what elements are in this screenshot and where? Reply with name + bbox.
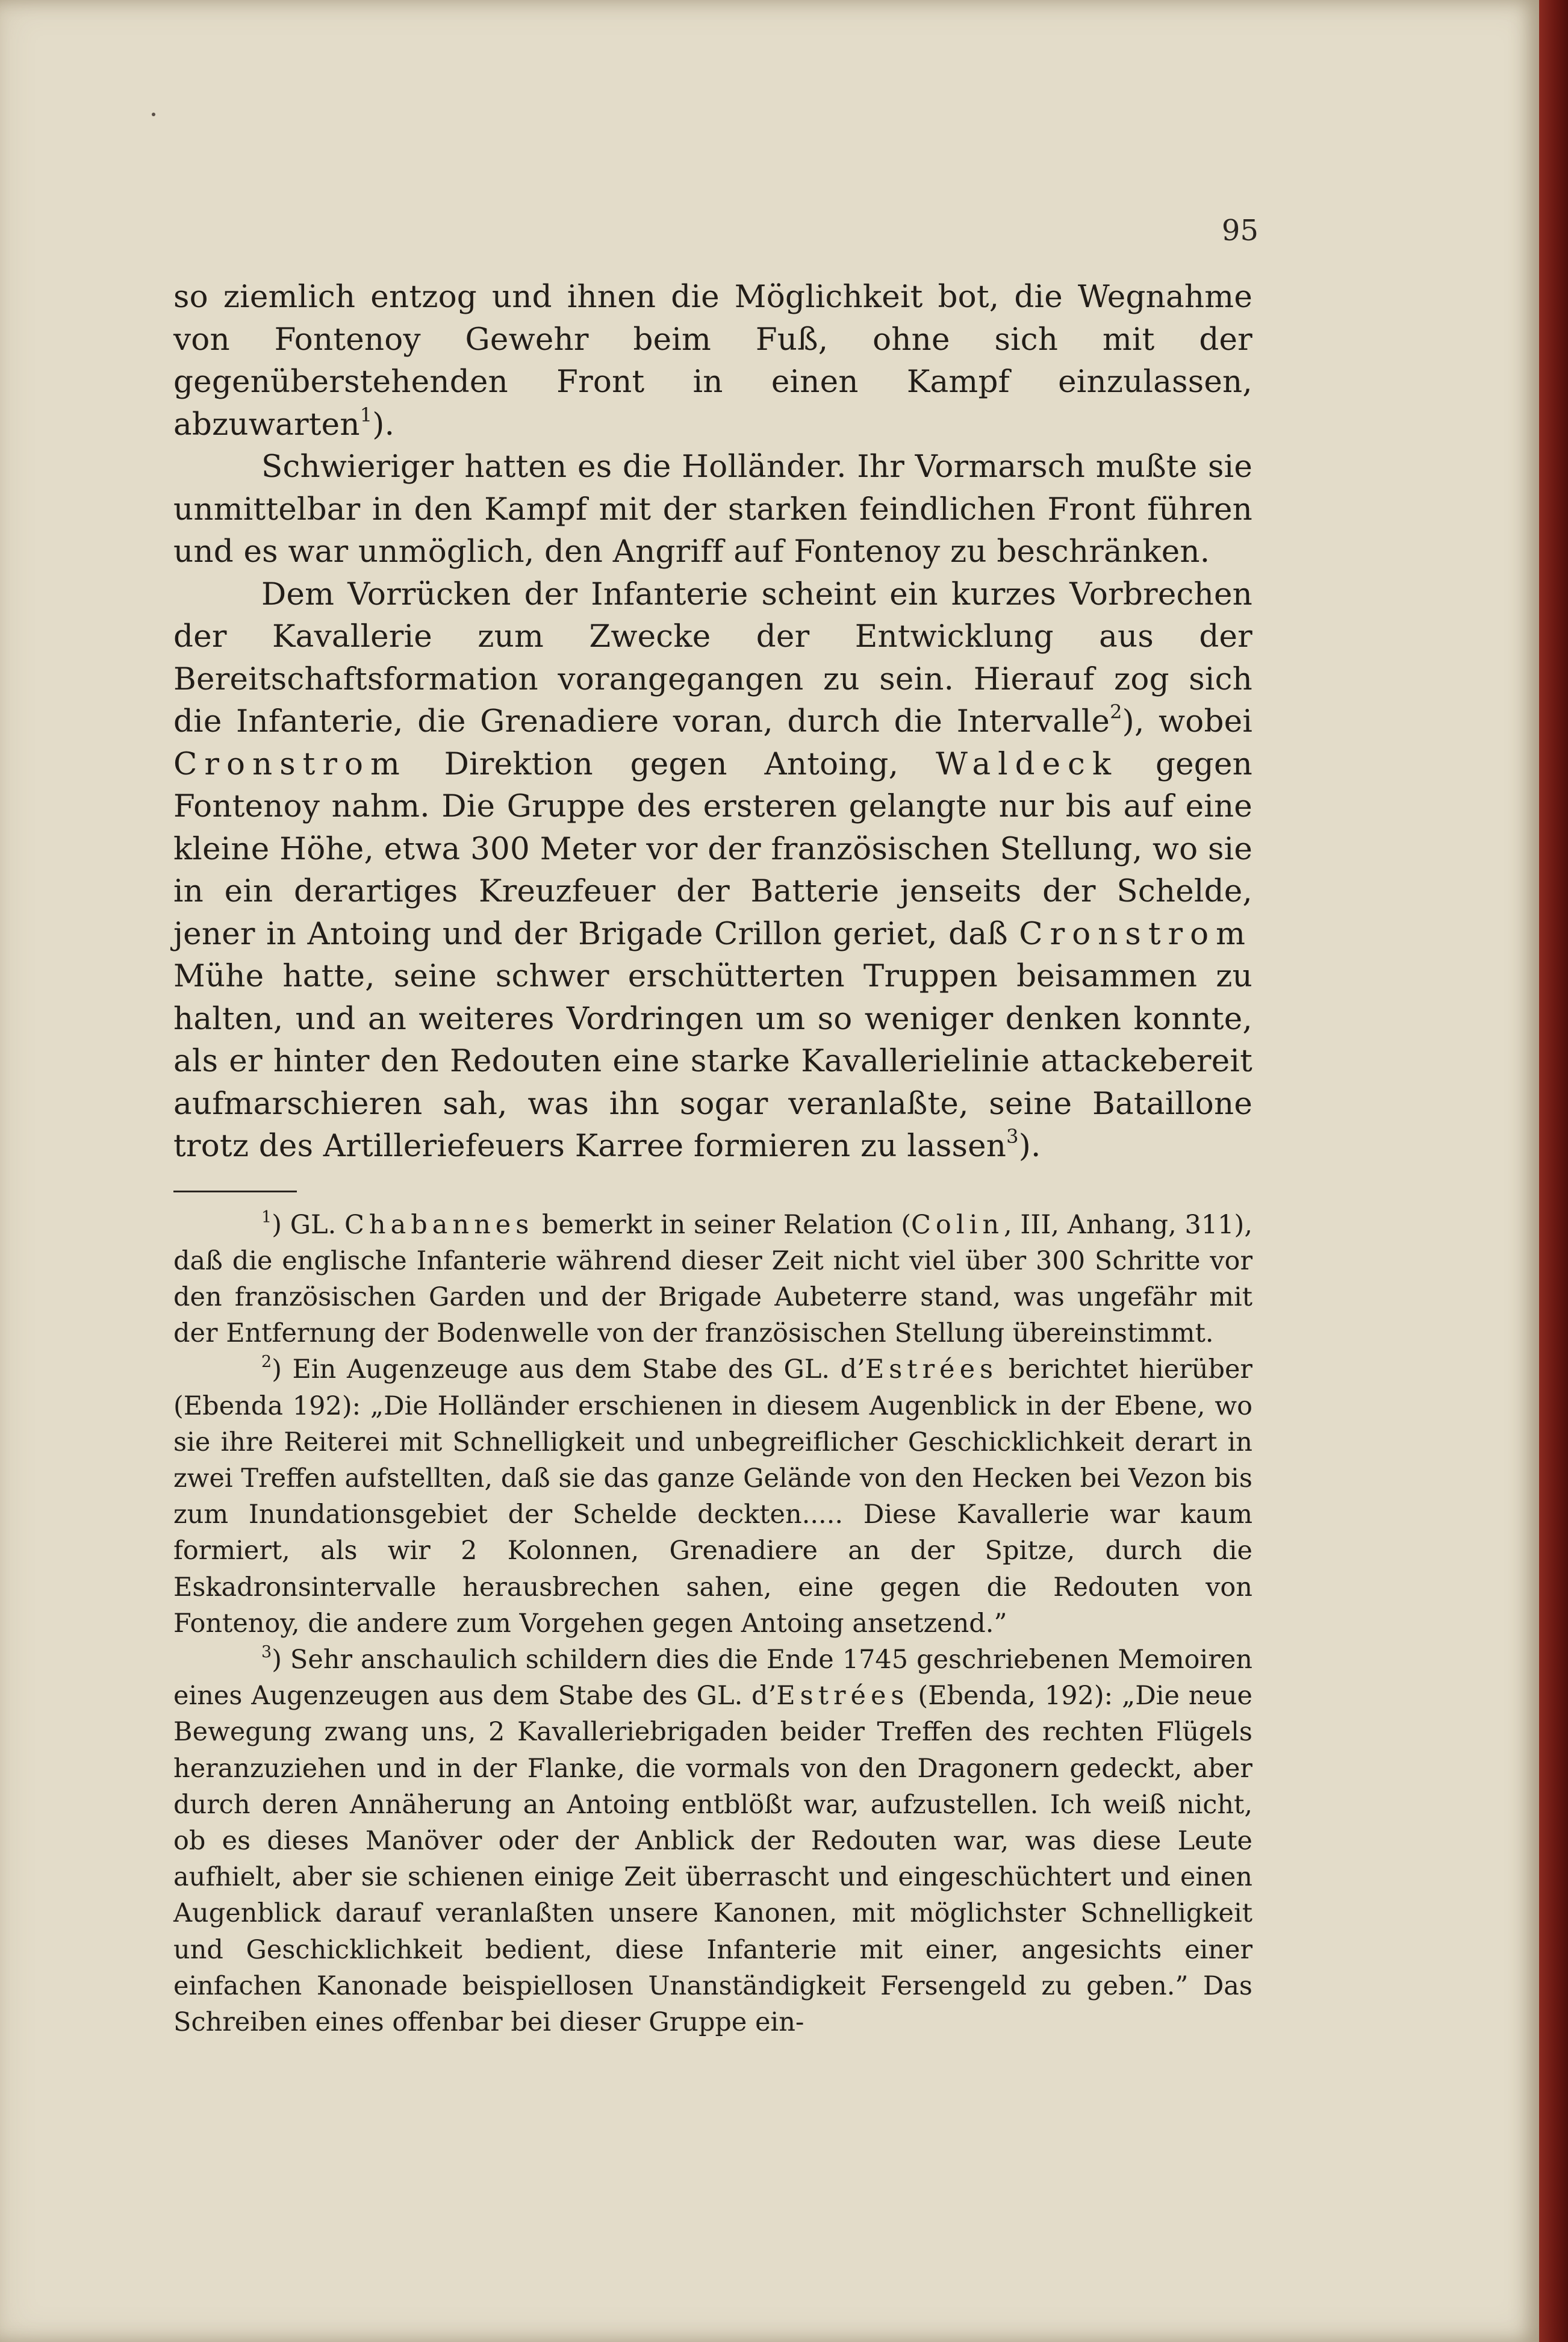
paragraph-3-part-c: Direktion gegen Antoing, [444, 746, 899, 782]
text-block [173, 276, 1252, 2040]
footnote-ref-2: 2 [1110, 700, 1122, 723]
footnote-2 [173, 1351, 1252, 1642]
name-cronstrom-2: Cronstrom [1019, 915, 1252, 952]
footnote-1-part-a: ) GL. [272, 1209, 337, 1240]
footnote-2-mark: 2 [261, 1353, 272, 1372]
footnote-3 [173, 1642, 1252, 2040]
paragraph-3-part-d: gegen Fontenoy nahm. Die Gruppe des ersteren gelangte nur bis auf eine kleine Höhe, etwa 300 Meter vor der französischen Stellung, wo sie in ein derartiges Kreuzfeuer der Batterie jenseits der Schelde, jener in Antoing und der Brigade Crillon geriet, daß [173, 746, 1253, 952]
footnote-3-part-b: (Ebenda, 192): „Die neue Bewegung zwang uns, 2 Kavalleriebrigaden beider Treffen des rechten Flügels heranzuziehen und in der Flanke, die vormals von den Dragonern gedeckt, aber durch deren Annäherung an Antoing entblößt war, aufzustellen. Ich weiß nicht, ob es dieses Manöver oder der Anblick der Redouten war, was diese Leute aufhielt, aber sie schienen einige Zeit überrascht und eingeschüchtert und einen Augenblick darauf veranlaßten unsere Kanonen, mit möglichster Schnelligkeit und Geschicklichkeit bedient, diese Infanterie mit einer, angesichts einer einfachen Kanonade beispiellosen Unanständigkeit Fersengeld zu geben.” Das Schreiben eines offenbar bei dieser Gruppe ein- [173, 1681, 1252, 2037]
name-estrees: Estrées [865, 1354, 998, 1385]
footnote-ref-3: 3 [1006, 1125, 1019, 1148]
name-estrees-2: Estrées [776, 1681, 909, 1711]
footnote-1-part-c: , III, Anhang, 311), daß die englische Infanterie während dieser Zeit nicht viel über 300 Schritte vor den französischen Garden und der Brigade Aubeterre stand, was ungefähr mit der Entfernung der Bodenwelle von der französischen Stellung übereinstimmt. [173, 1209, 1252, 1349]
name-waldeck: Waldeck [935, 746, 1119, 782]
footnotes [173, 1207, 1252, 2041]
footnote-3-mark: 3 [261, 1642, 272, 1662]
footnote-2-part-b: berichtet hierüber (Ebenda 192): „Die Holländer erschienen in diesem Augenblick in der Ebene, wo sie ihre Reiterei mit Schnelligkeit und unbegreiflicher Geschicklichkeit derart in zwei Treffen aufstellten, daß sie das ganze Gelände von den Hecken bei Vezon bis zum Inundationsgebiet der Schelde deckten..... Diese Kavallerie war kaum formiert, als wir 2 Kolonnen, Grenadiere an der Spitze, durch die Eskadronsintervalle herausbrechen sahen, eine gegen die Redouten von Fontenoy, die andere zum Vorgehen gegen Antoing ansetzend.” [173, 1354, 1252, 1639]
footnote-ref-1: 1 [359, 403, 373, 426]
paragraph-1-text: so ziemlich entzog und ihnen die Möglichkeit bot, die Wegnahme von Fontenoy Gewehr beim Fuß, ohne sich mit der gegenüberstehenden Front in einen Kampf einzulassen, abzuwarten [173, 279, 1252, 443]
page-number: 95 [1221, 214, 1258, 248]
paragraph-3-part-b: ), wobei [1122, 703, 1252, 740]
paper-speck [152, 113, 155, 116]
paragraph-1 [173, 276, 1252, 446]
source-colin: Colin [911, 1209, 1004, 1240]
paragraph-3-part-e: Mühe hatte, seine schwer erschütterten Truppen beisammen zu halten, und an weiteres Vordringen um so weniger denken konnte, als er hinter den Redouten eine starke Kavallerielinie attackebereit aufmarschieren sah, was ihn sogar veranlaßte, seine Bataillone trotz des Artilleriefeuers Karree formieren zu lassen [173, 958, 1252, 1164]
book-edge [1539, 0, 1568, 2342]
paragraph-2: Schwieriger hatten es die Holländer. Ihr Vormarsch mußte sie unmittelbar in den Kampf mit der starken feindlichen Front führen und es war unmöglich, den Angriff auf Fontenoy zu beschränken. [173, 449, 1252, 570]
paragraph-3-end: ). [1018, 1128, 1041, 1164]
paragraph-3-part-a: Dem Vorrücken der Infanterie scheint ein kurzes Vorbrechen der Kavallerie zum Zwecke der Entwicklung aus der Bereitschaftsformation vorangegangen zu sein. Hierauf zog sich die Infanterie, die Grenadiere voran, durch die Intervalle [173, 576, 1252, 740]
footnote-divider [173, 1191, 297, 1192]
paragraph-3 [173, 573, 1252, 1168]
footnote-2-part-a: ) Ein Augenzeuge aus dem Stabe des GL. d’ [272, 1354, 865, 1385]
footnote-1-part-b: bemerkt in seiner Relation ( [542, 1209, 912, 1240]
footnote-1 [173, 1207, 1252, 1352]
main-text [173, 276, 1252, 1168]
footnote-3-part-a: ) Sehr anschaulich schildern dies die Ende 1745 geschriebenen Memoiren eines Augenzeugen aus dem Stabe des GL. d’ [173, 1644, 1252, 1711]
name-cronstrom: Cronstrom [173, 746, 407, 782]
name-chabannes: Chabannes [344, 1209, 534, 1240]
footnote-1-mark: 1 [261, 1207, 272, 1227]
paragraph-1-end: ). [372, 406, 395, 443]
